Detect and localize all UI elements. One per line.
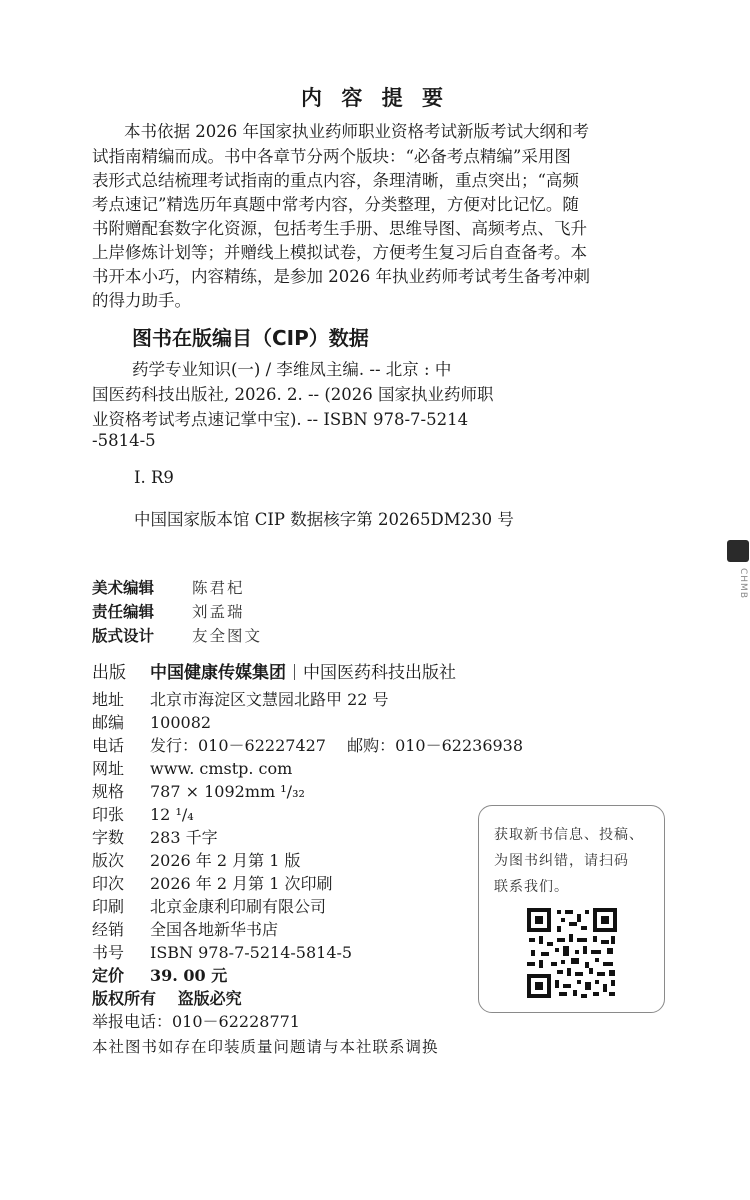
pub-value: 283 千字	[150, 828, 218, 847]
qr-caption-line: 联系我们。	[494, 879, 569, 895]
staff-row-art-editor	[92, 576, 245, 598]
staff-value: 刘孟瑞	[192, 603, 245, 621]
staff-value: 友全图文	[192, 627, 263, 645]
cip-record-number: 中国国家版本馆 CIP 数据核字第 20265DM230 号	[134, 510, 514, 529]
qr-caption-line: 获取新书信息、投稿、	[494, 827, 644, 843]
pub-key: 网址	[92, 759, 125, 778]
quality-notice: 本社图书如存在印装质量问题请与本社联系调换	[92, 1038, 439, 1056]
publisher-name: 中国医药科技出版社	[303, 663, 456, 683]
side-logo-icon	[727, 540, 749, 562]
cip-line: 药学专业知识(一) / 李维凤主编. -- 北京 : 中	[132, 360, 452, 379]
pub-row	[92, 711, 211, 734]
pub-key: 邮编	[92, 713, 125, 732]
cip-line: -5814-5	[92, 431, 156, 450]
cip-line: 国医药科技出版社, 2026. 2. -- (2026 国家执业药师职	[92, 385, 494, 404]
hotline: 举报电话：010－62228771	[92, 1012, 300, 1031]
price-key: 定价	[92, 966, 125, 985]
pub-key: 地址	[92, 690, 125, 709]
pub-key: 出版	[92, 663, 126, 683]
side-tab-label: CHMB	[738, 568, 748, 599]
pub-value: 2026 年 2 月第 1 次印刷	[150, 874, 333, 893]
pub-value: www. cmstp. com	[150, 759, 293, 778]
qr-caption-line: 为图书纠错，请扫码	[494, 853, 629, 869]
staff-key: 责任编辑	[92, 603, 155, 621]
pub-key: 版次	[92, 851, 125, 870]
divider	[294, 664, 295, 680]
pub-key: 印刷	[92, 897, 125, 916]
pub-value: 787 × 1092mm ¹/₃₂	[150, 782, 305, 801]
pub-value: 北京市海淀区文慧园北路甲 22 号	[150, 690, 389, 709]
publisher-group: 中国健康传媒集团	[150, 663, 286, 683]
pub-row	[92, 734, 523, 757]
pub-row	[92, 688, 389, 711]
pub-value: 北京金康利印刷有限公司	[150, 897, 327, 916]
pub-row	[92, 803, 194, 826]
staff-key: 美术编辑	[92, 579, 155, 597]
summary-line: 试指南精编而成。书中各章节分两个版块：“必备考点精编”采用图	[92, 147, 571, 166]
price-value: 39. 00 元	[150, 966, 228, 985]
staff-row-layout-design	[92, 624, 262, 646]
pub-value: 12 ¹/₄	[150, 805, 194, 824]
summary-line: 书开本小巧，内容精练，是参加 2026 年执业药师考试考生备考冲刺	[92, 267, 590, 286]
pub-row	[92, 757, 292, 780]
copyright-notice: 版权所有 盗版必究	[92, 989, 242, 1008]
pub-value: 发行：010－62227427 邮购：010－62236938	[150, 736, 524, 755]
staff-value: 陈君杞	[192, 579, 245, 597]
cip-heading: 图书在版编目（CIP）数据	[132, 326, 369, 350]
staff-row-responsible-editor	[92, 600, 245, 622]
cip-line: 业资格考试考点速记掌中宝). -- ISBN 978-7-5214	[92, 410, 469, 429]
pub-key: 电话	[92, 736, 125, 755]
pub-value: 100082	[150, 713, 212, 732]
pub-row	[92, 918, 278, 941]
qr-code-icon[interactable]	[527, 908, 617, 998]
summary-line: 上岸修炼计划等；并赠线上模拟试卷，方便考生复习后自查备考。本	[92, 243, 587, 262]
pub-row	[92, 849, 301, 872]
pub-row	[92, 872, 333, 895]
pub-key: 书号	[92, 943, 125, 962]
pub-key: 规格	[92, 782, 125, 801]
summary-line: 书附赠配套数字化资源，包括考生手册、思维导图、高频考点、飞升	[92, 219, 587, 238]
summary-line: 表形式总结梳理考试指南的重点内容，条理清晰，重点突出；“高频	[92, 171, 579, 190]
pub-value: 2026 年 2 月第 1 版	[150, 851, 301, 870]
pub-key: 印次	[92, 874, 125, 893]
pub-key: 印张	[92, 805, 125, 824]
summary-line: 本书依据 2026 年国家执业药师职业资格考试新版考试大纲和考	[124, 122, 589, 141]
cip-classification: Ⅰ. R9	[134, 468, 174, 487]
pub-key: 经销	[92, 920, 125, 939]
pub-row	[92, 895, 326, 918]
pub-value: ISBN 978-7-5214-5814-5	[150, 943, 353, 962]
publisher-row	[92, 662, 456, 685]
summary-title: 内 容 提 要	[301, 86, 449, 110]
summary-line: 考点速记”精选历年真题中常考内容，分类整理，方便对比记忆。随	[92, 195, 579, 214]
staff-key: 版式设计	[92, 627, 155, 645]
pub-row	[92, 780, 305, 803]
pub-key: 字数	[92, 828, 125, 847]
price-row	[92, 964, 227, 987]
pub-row	[92, 941, 352, 964]
summary-line: 的得力助手。	[92, 291, 191, 310]
pub-row	[92, 826, 218, 849]
pub-value: 全国各地新华书店	[150, 920, 279, 939]
